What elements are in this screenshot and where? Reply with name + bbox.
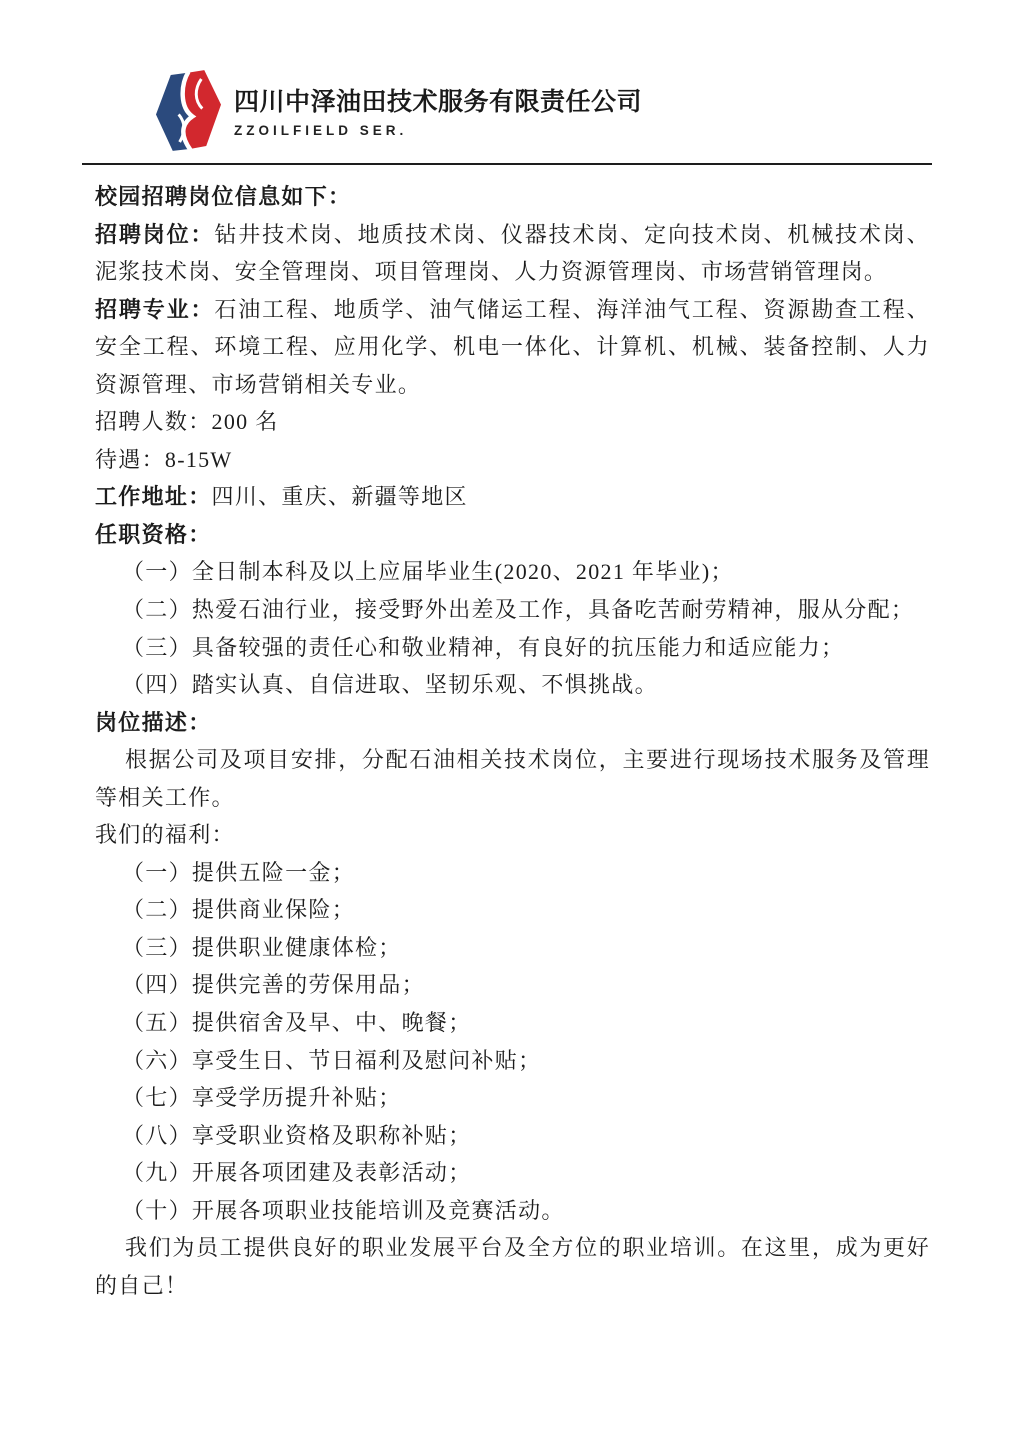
salary-line bbox=[95, 441, 930, 479]
benefit-item: （六）享受生日、节日福利及慰问补贴； bbox=[122, 1047, 542, 1073]
company-title-block bbox=[234, 88, 642, 138]
benefit-item: （十）开展各项职业技能培训及竞赛活动。 bbox=[122, 1197, 565, 1223]
benefit-item: （二）提供商业保险； bbox=[122, 897, 356, 923]
headcount-line bbox=[95, 403, 930, 441]
company-hexagon-logo-icon bbox=[155, 67, 222, 154]
benefits-heading: 我们的福利： bbox=[95, 822, 235, 848]
benefit-item: （五）提供宿舍及早、中、晚餐； bbox=[122, 1010, 472, 1036]
job-desc-heading: 岗位描述： bbox=[95, 709, 212, 735]
benefit-item: （七）享受学历提升补贴； bbox=[122, 1085, 402, 1111]
qualification-item: （二）热爱石油行业，接受野外出差及工作，具备吃苦耐劳精神，服从分配； bbox=[122, 597, 915, 623]
document-content bbox=[95, 178, 930, 1304]
company-subtitle: ZZOILFIELD SER. bbox=[234, 123, 408, 138]
majors-paragraph bbox=[95, 291, 930, 404]
job-desc-paragraph: 根据公司及项目安排，分配石油相关技术岗位，主要进行现场技术服务及管理等相关工作。 bbox=[95, 747, 930, 810]
benefit-item: （八）享受职业资格及职称补贴； bbox=[122, 1122, 472, 1148]
header-divider bbox=[82, 163, 932, 165]
qualification-item: （三）具备较强的责任心和敬业精神，有良好的抗压能力和适应能力； bbox=[122, 634, 845, 660]
salary-text: 8-15W bbox=[164, 446, 233, 472]
positions-text: 钻井技术岗、地质技术岗、仪器技术岗、定向技术岗、机械技术岗、泥浆技术岗、安全管理岗、项目管理岗、人力资源管理岗、市场营销管理岗。 bbox=[95, 221, 930, 285]
qualification-item: （一）全日制本科及以上应届毕业生(2020、2021 年毕业)； bbox=[122, 559, 734, 585]
company-name: 四川中泽油田技术服务有限责任公司 bbox=[234, 88, 643, 116]
closing-paragraph: 我们为员工提供良好的职业发展平台及全方位的职业培训。在这里，成为更好的自己！ bbox=[95, 1235, 930, 1298]
positions-paragraph bbox=[95, 216, 930, 291]
majors-label: 招聘专业： bbox=[95, 296, 215, 322]
headcount-text: 200 名 bbox=[211, 409, 279, 435]
salary-label: 待遇： bbox=[95, 446, 165, 472]
benefit-item: （一）提供五险一金； bbox=[122, 859, 356, 885]
benefit-item: （四）提供完善的劳保用品； bbox=[122, 972, 425, 998]
positions-label: 招聘岗位： bbox=[95, 221, 215, 247]
location-line bbox=[95, 478, 930, 516]
majors-text: 石油工程、地质学、油气储运工程、海洋油气工程、资源勘查工程、安全工程、环境工程、应用化学、机电一体化、计算机、机械、装备控制、人力资源管理、市场营销相关专业。 bbox=[95, 296, 930, 397]
qualification-item: （四）踏实认真、自信进取、坚韧乐观、不惧挑战。 bbox=[122, 672, 658, 698]
benefit-item: （九）开展各项团建及表彰活动； bbox=[122, 1160, 472, 1186]
benefit-item: （三）提供职业健康体检； bbox=[122, 934, 402, 960]
headcount-label: 招聘人数： bbox=[95, 409, 212, 435]
intro-heading: 校园招聘岗位信息如下： bbox=[95, 184, 352, 209]
location-label: 工作地址： bbox=[95, 484, 212, 510]
location-text: 四川、重庆、新疆等地区 bbox=[211, 484, 468, 510]
qualifications-heading: 任职资格： bbox=[95, 521, 212, 547]
company-header bbox=[95, 0, 930, 154]
